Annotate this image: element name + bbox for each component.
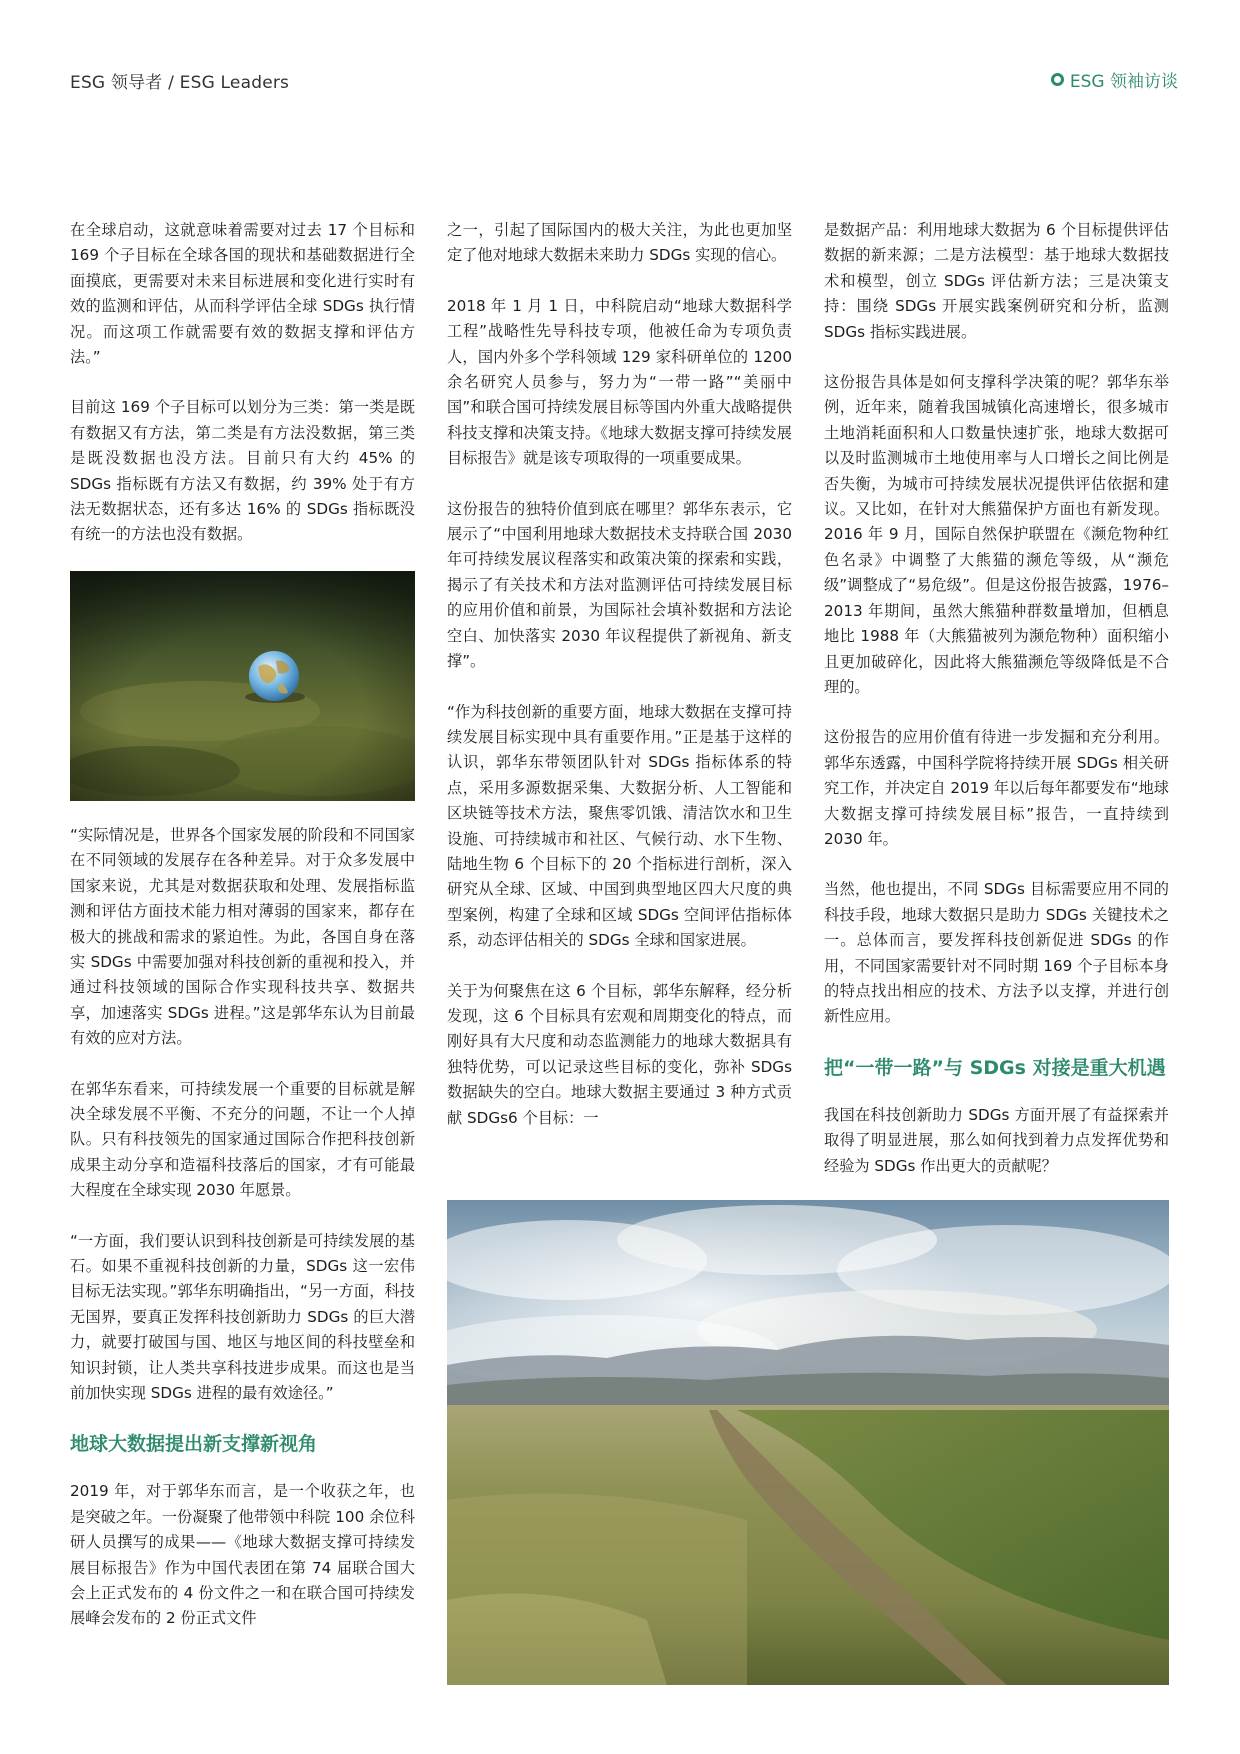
section-label-text: ESG 领袖访谈 [1069,72,1178,92]
article-column-1 [70,218,415,1698]
paragraph: 关于为何聚焦在这 6 个目标，郭华东解释，经分析发现，这 6 个目标具有宏观和周期变化的特点，而刚好具有大尺度和动态监测能力的地球大数据具有独特优势，可以记录这些目标的变化，弥补 SDGs 数据缺失的空白。地球大数据主要通过 3 种方式贡献 SDGs6 个目标：一 [447,981,792,1127]
paragraph: 是数据产品：利用地球大数据为 6 个目标提供评估数据的新来源；二是方法模型：基于地球大数据技术和模型，创立 SDGs 评估新方法；三是决策支持：围绕 SDGs 开展实践案例研究和分析，监测 SDGs 指标实践进展。 [824,221,1169,341]
paragraph: 目前这 169 个子目标可以划分为三类：第一类是既有数据又有方法，第二类是有方法没数据，第三类是既没数据也没方法。目前只有大约 45% 的 SDGs 指标既有方法又有数据，约 39% 处于有方法无数据状态，还有多达 16% 的 SDGs 指标既没有统一的方法也没有数据。 [70,398,415,544]
globe-on-grass-photo [70,571,415,801]
circle-icon [1051,73,1064,86]
paragraph: 这份报告具体是如何支撑科学决策的呢？郭华东举例，近年来，随着我国城镇化高速增长，很多城市土地消耗面积和人口数量快速扩张，地球大数据可以及时监测城市土地使用率与人口增长之间比例是否失衡，为城市可持续发展状况提供评估依据和建议。又比如，在针对大熊猫保护方面也有新发现。2016 年 9 月，国际自然保护联盟在《濒危物种红色名录》中调整了大熊猫的濒危等级，从“濒危级”调整成了“易危级”。但是这份报告披露，1976–2013 年期间，虽然大熊猫种群数量增加，但栖息地比 1988 年（大熊猫被列为濒危物种）面积缩小且更加破碎化，因此将大熊猫濒危等级降低是不合理的。 [824,373,1169,696]
section-label [1051,67,1178,92]
paragraph: 我国在科技创新助力 SDGs 方面开展了有益探索并取得了明显进展，那么如何找到着力点发挥优势和经验为 SDGs 作出更大的贡献呢？ [824,1105,1169,1175]
section-heading: 地球大数据提出新支撑新视角 [70,1433,318,1456]
paragraph: 在郭华东看来，可持续发展一个重要的目标就是解决全球发展不平衡、不充分的问题，不让一个人掉队。只有科技领先的国家通过国际合作把科技创新成果主动分享和造福科技落后的国家，才有可能最大程度在全球实现 2030 年愿景。 [70,1079,415,1200]
paragraph: 2018 年 1 月 1 日，中科院启动“地球大数据科学工程”战略性先导科技专项，他被任命为专项负责人，国内外多个学科领域 129 家科研单位的 1200 余名研究人员参与，努力为“一带一路”“美丽中国”和联合国可持续发展目标等国内外重大战略提供科技支撑和决策支持。《地球大数据支撑可持续发展目标报告》就是该专项取得的一项重要成果。 [447,296,792,468]
paragraph: “作为科技创新的重要方面，地球大数据在支撑可持续发展目标实现中具有重要作用。”正是基于这样的认识，郭华东带领团队针对 SDGs 指标体系的特点，采用多源数据采集、大数据分析、人工智能和区块链等技术方法，聚焦零饥饿、清洁饮水和卫生设施、可持续城市和社区、气候行动、水下生物、陆地生物 6 个目标下的 20 个指标进行剖析，深入研究从全球、区域、中国到典型地区四大尺度的典型案例，构建了全球和区域 SDGs 空间评估指标体系，动态评估相关的 SDGs 全球和国家进展。 [447,702,792,950]
article-column-3 [824,218,1169,1203]
paragraph: 这份报告的应用价值有待进一步发掘和充分利用。郭华东透露，中国科学院将持续开展 SDGs 相关研究工作，并决定自 2019 年以后每年都要发布“地球大数据支撑可持续发展目标”报告，一直持续到 2030 年。 [824,728,1169,848]
paragraph: 当然，他也提出，不同 SDGs 目标需要应用不同的科技手段，地球大数据只是助力 SDGs 关键技术之一。总体而言，要发挥科技创新促进 SDGs 的作用，不同国家需要针对不同时期 169 个子目标本身的特点找出相应的技术、方法予以支撑，并进行创新性应用。 [824,880,1169,1026]
publication-title: ESG 领导者 / ESG Leaders [70,73,290,93]
paragraph: 2019 年，对于郭华东而言，是一个收获之年，也是突破之年。一份凝聚了他带领中科院 100 余位科研人员撰写的成果——《地球大数据支撑可持续发展目标报告》作为中国代表团在第 74 届联合国大会上正式发布的 4 份文件之一和在联合国可持续发展峰会发布的 2 份正式文件 [70,1482,415,1628]
paragraph: 在全球启动，这就意味着需要对过去 17 个目标和 169 个子目标在全球各国的现状和基础数据进行全面摸底，更需要对未来目标进展和变化进行实时有效的监测和评估，从而科学评估全球 SDGs 执行情况。而这项工作就需要有效的数据支撑和评估方法。” [70,221,415,367]
wheat-field-landscape-photo [447,1200,1169,1685]
paragraph: “一方面，我们要认识到科技创新是可持续发展的基石。如果不重视科技创新的力量，SDGs 这一宏伟目标无法实现。”郭华东明确指出，“另一方面，科技无国界，要真正发挥科技创新助力 SDGs 的巨大潜力，就要打破国与国、地区与地区间的科技壁垒和知识封锁，让人类共享科技进步成果。而这也是当前加快实现 SDGs 进程的最有效途径。” [70,1231,415,1402]
paragraph: 之一，引起了国际国内的极大关注，为此也更加坚定了他对地球大数据未来助力 SDGs 实现的信心。 [447,221,792,265]
paragraph: 这份报告的独特价值到底在哪里？郭华东表示，它展示了“中国利用地球大数据技术支持联合国 2030 年可持续发展议程落实和政策决策的探索和实践，揭示了有关技术和方法对监测评估可持续发展目标的应用价值和前景，为国际社会填补数据和方法论空白、加快落实 2030 年议程提供了新视角、新支撑”。 [447,499,792,671]
section-heading: 把“一带一路”与 SDGs 对接是重大机遇 [824,1056,1166,1079]
paragraph: “实际情况是，世界各个国家发展的阶段和不同国家在不同领域的发展存在各种差异。对于众多发展中国家来说，尤其是对数据获取和处理、发展指标监测和评估方面技术能力相对薄弱的国家来，都存在极大的挑战和需求的紧迫性。为此，各国自身在落实 SDGs 中需要加强对科技创新的重视和投入，并通过科技领域的国际合作实现科技共享、数据共享，加速落实 SDGs 进程。”这是郭华东认为目前最有效的应对方法。 [70,825,415,1048]
article-column-2 [447,218,792,1203]
